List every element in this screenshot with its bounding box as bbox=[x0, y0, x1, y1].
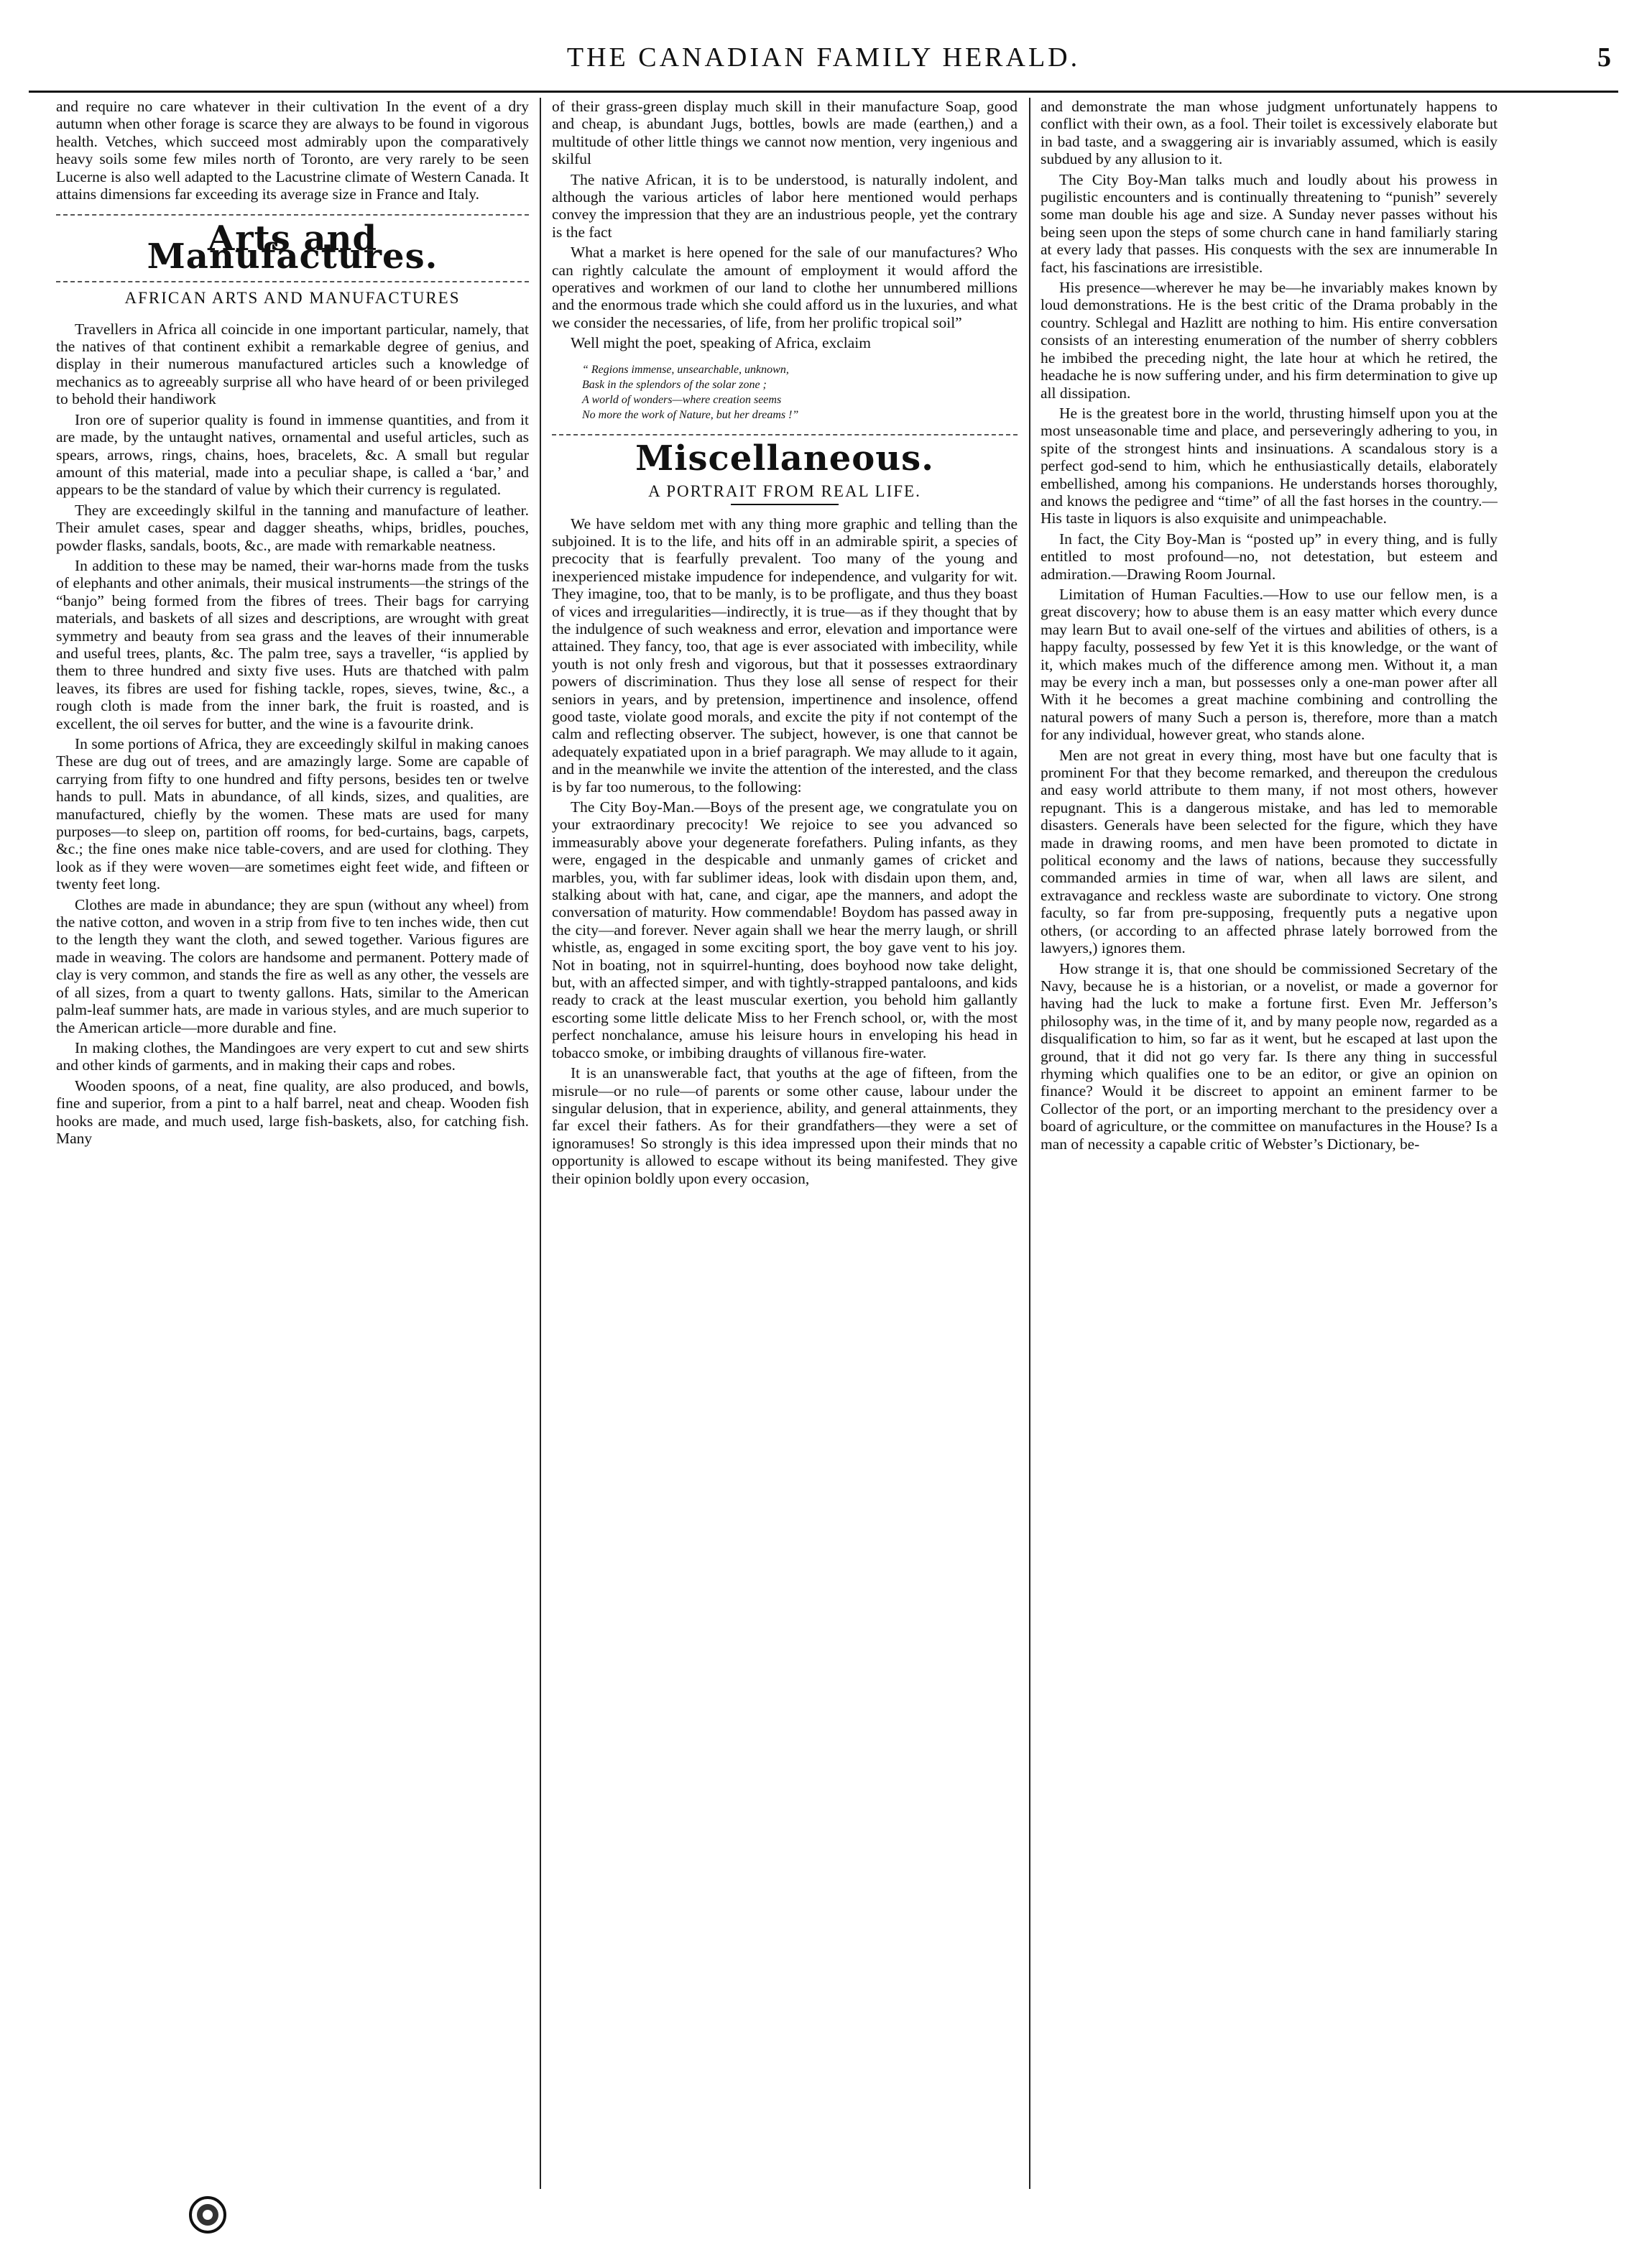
paragraph: The native African, it is to be understood, is naturally indolent, and although the various articles of labor here mentioned would perhaps convey the impression that they are an industrious people, yet the contrary is the fact bbox=[552, 170, 1018, 241]
section-divider bbox=[552, 434, 1018, 435]
paragraph: Wooden spoons, of a neat, fine quality, are also produced, and bowls, fine and superior, from a pint to a half barrel, neat and cheap. Wooden fish hooks are made, and much used, large fish-baskets, also, for catching fish. Many bbox=[56, 1077, 529, 1147]
poem-line: Bask in the splendors of the solar zone ; bbox=[582, 378, 767, 391]
paragraph: In fact, the City Boy-Man is “posted up” in every thing, and is fully entitled to most profound—no, not detestation, but esteem and admiration.—Drawing Room Journal. bbox=[1041, 530, 1498, 583]
column-1 bbox=[56, 98, 529, 2189]
paragraph: of their grass-green display much skill in their manufacture Soap, good and cheap, is abundant Jugs, bottles, bowls are made (earthen,) and a multitude of other little things we cannot now mention, very ingenious and skilful bbox=[552, 98, 1018, 168]
paragraph: Men are not great in every thing, most have but one faculty that is prominent For that they become remarked, and thereupon the credulous and easy world attribute to them many, if not most others, however repugnant. This is a dangerous mistake, and has led to memorable disasters. Generals have been selected for the figure, which they have made in drawing rooms, and men have been promoted to dictate in political economy and the laws of nations, because they successfully commanded armies in time of war, when all laws are silent, and extravagance and reckless waste are subordinate to victory. One strong faculty, so far from pre-supposing, frequently puts a negative upon others, (or according to an affected phrase lately borrowed from the lawyers,) ignores them. bbox=[1041, 746, 1498, 957]
paragraph: They are exceedingly skilful in the tanning and manufacture of leather. Their amulet cases, spear and dagger sheaths, whips, bridles, pouches, powder flasks, sandals, boots, &c., are made with remarkable neatness. bbox=[56, 501, 529, 554]
paragraph: Well might the poet, speaking of Africa, exclaim bbox=[571, 334, 871, 352]
section-heading: Miscellaneous. bbox=[635, 438, 934, 479]
poem-quote bbox=[582, 362, 1018, 423]
column-divider bbox=[540, 98, 541, 2189]
paragraph: Travellers in Africa all coincide in one important particular, namely, that the natives of that continent exhibit a remarkable degree of genius, and display in their numerous manufactured articles such a knowledge of mechanics as to agreeably surprise all who have heard of or been privileged to behold their handiwork bbox=[56, 320, 529, 408]
column-2 bbox=[552, 98, 1018, 2189]
paragraph: Limitation of Human Faculties.—How to use our fellow men, is a great discovery; how to abuse them is an easy matter which every dunce may learn But to avail one-self of the virtues and abilities of others, is a happy faculty, possessed by few Yet it is this knowledge, or the want of it, which makes much of the difference among men. Without it, a man may be every inch a man, but possesses only a one-man power after all With it he becomes a great machine combining and controlling the natural powers of many Such a person is, therefore, more than a match for any individual, however great, who stands alone. bbox=[1041, 585, 1498, 744]
page-header bbox=[29, 42, 1618, 92]
poem-line: “ Regions immense, unsearchable, unknown, bbox=[582, 363, 789, 376]
poem-line: No more the work of Nature, but her dreams !” bbox=[582, 408, 799, 421]
section-divider bbox=[56, 281, 529, 282]
section-divider bbox=[56, 214, 529, 216]
paragraph: The City Boy-Man.—Boys of the present age, we congratulate you on your extraordinary precocity! We rejoice to see you advanced so immeasurably above your degenerate forefathers. Puling infants, as they were, engaged in the despicable and unmanly games of cricket and marbles, you, with far sublimer ideas, look with disdain upon them, and, stalking about with hat, cane, and cigar, ape the manners, and adopt the conversation of maturity. How commendable! Boydom has passed away in the city—and forever. Never again shall we hear the merry laugh, or shrill whistle, as, engaged in some exciting sport, the boy gave vent to his joy. Not in boating, not in squirrel-hunting, does boyhood now take delight, but, with an affected simper, and with tightly-strapped pantaloons, and kids ready to crack at the least muscular exertion, you behold him gallantly escorting some little delicate Miss to her French school, or, with the most perfect nonchalance, amuse his leisure hours in enveloping his head in tobacco smoke, or imbibing draughts of villanous fire-water. bbox=[552, 798, 1018, 1061]
paragraph: and demonstrate the man whose judgment unfortunately happens to conflict with their own, as a fool. Their toilet is excessively elaborate but in bad taste, and a swaggering air is invariably assumed, which is easily subdued by any allusion to it. bbox=[1041, 98, 1498, 168]
paragraph: In some portions of Africa, they are exceedingly skilful in making canoes These are dug out of trees, and are amazingly large. Some are capable of carrying from fifty to one hundred and fifty persons, besides ten or twelve hands to pull. Mats in abundance, of all kinds, sizes, and qualities, are manufactured, chiefly by the women. These mats are used for many purposes—to sleep on, partition off rooms, for bed-curtains, bags, carpets, &c.; the fine ones make nice table-covers, and are used for clothing. They look as if they were woven—are sometimes eight feet wide, and fifteen or twenty feet long. bbox=[56, 735, 529, 893]
column-3 bbox=[1041, 98, 1498, 2189]
paragraph: The City Boy-Man talks much and loudly about his prowess in pugilistic encounters and is continually threatening to “punish” severely some man double his age and size. A Sunday never passes without his being seen upon the steps of some church cane in hand familiarly staring at every lady that passes. His conquests with the sex are innumerable In fact, his fascinations are irresistible. bbox=[1041, 170, 1498, 276]
paragraph: His presence—wherever he may be—he invariably makes known by loud demonstrations. He is the best critic of the Drama probably in the country. Schlegal and Hazlitt are nothing to him. His entire conversation consists of an interesting enumeration of the number of sherry cobblers he imbibed the preceding night, the late hour at which he retired, the headache he is now suffering under, and his firm determination to give up all dissipation. bbox=[1041, 279, 1498, 402]
article-heading: AFRICAN ARTS AND MANUFACTURES bbox=[124, 289, 461, 308]
header-rule bbox=[29, 91, 1618, 93]
paragraph: What a market is here opened for the sale of our manufactures? Who can rightly calculate the amount of employment it would afford the operatives and workmen of our land to clothe her unnumbered millions and the enormous trade which she could afford us in the luxuries, and what we consider the necessaries, of life, from her prolific tropical soil” bbox=[552, 244, 1018, 331]
paragraph: In making clothes, the Mandingoes are very expert to cut and sew shirts and other kinds of garments, and in making their caps and robes. bbox=[56, 1038, 529, 1074]
article-heading: A PORTRAIT FROM REAL LIFE. bbox=[648, 482, 921, 501]
paragraph: In addition to these may be named, their war-horns made from the tusks of elephants and other animals, their musical instruments—the strings of the “banjo” being formed from the fibres of trees. Their bags for carrying materials, and baskets of all sizes and descriptions, are wrought with great symmetry and beauty from sea grass and the leaves of their innumerable and useful trees, plants, &c. The palm tree, says a traveller, “is applied by them to three hundred and sixty five uses. Huts are thatched with palm leaves, its fibres are used for fishing tackle, ropes, sieves, twine, &c., a rough cloth is made from the inner bark, the fruit is roasted, and is excellent, the oil serves for butter, and the wine is a favourite drink. bbox=[56, 556, 529, 732]
paragraph: Clothes are made in abundance; they are spun (without any wheel) from the native cotton, and woven in a strip from five to ten inches wide, then cut to the length they want the cloth, and sewed together. Various figures are made in weaving. The colors are handsome and permanent. Pottery made of clay is very common, and stands the fire as well as any other, the vessels are of all sizes, from a quart to twenty gallons. Hats, similar to the American palm-leaf summer hats, are made in various styles, and are much superior to the American article—more durable and fine. bbox=[56, 895, 529, 1036]
paragraph: and require no care whatever in their cultivation In the event of a dry autumn when other forage is scarce they are always to be found in vigorous health. Vetches, which succeed most admirably upon the comparatively heavy soils some few miles north of Toronto, are very rarely to be seen Lucerne is also well adapted to the Lacustrine climate of Western Canada. It attains dimensions far exceeding its average size in France and Italy. bbox=[56, 98, 529, 203]
column-divider bbox=[1029, 98, 1030, 2189]
paragraph: Iron ore of superior quality is found in immense quantities, and from it are made, by the untaught natives, ornamental and useful articles, such as spears, arrows, rings, chains, hoes, bracelets, &c. A small but regular amount of this material, made into a peculiar shape, is called a ‘bar,’ and appears to be the standard of value by which their currency is regulated. bbox=[56, 410, 529, 499]
paragraph: It is an unanswerable fact, that youths at the age of fifteen, from the misrule—or no rule—of parents or some other cause, labour under the singular delusion, that in experience, ability, and general attainments, they far excel their fathers. As for their grandfathers—they were a set of ignoramuses! So strongly is this idea impressed upon their minds that no opportunity is allowed to escape without its being manifested. They give their opinion boldly upon every occasion, bbox=[552, 1064, 1018, 1187]
paragraph: How strange it is, that one should be commissioned Secretary of the Navy, because he is a historian, or a novelist, or made a governor for having had the luck to make a fortune first. Even Mr. Jefferson’s philosophy was, in the time of it, and by many people now, regarded as a disqualification to him, so far as it went, but he escaped at last upon the ground, that it did not go very far. Is there any thing in successful rhyming which qualifies one to be an editor, or give an opinion on finance? Would it be discreet to appoint an eminent farmer to be Collector of the port, or an importing merchant to the presidency over a board of agriculture, or the committee on manufactures in the House? Is a man of necessity a capable critic of Webster’s Dictionary, be- bbox=[1041, 959, 1498, 1153]
page-number: 5 bbox=[1597, 42, 1611, 73]
section-heading: Arts and Manufactures. bbox=[147, 218, 438, 277]
masthead: THE CANADIAN FAMILY HERALD. bbox=[566, 42, 1081, 73]
poem-line: A world of wonders—where creation seems bbox=[582, 393, 782, 406]
paragraph: We have seldom met with any thing more graphic and telling than the subjoined. It is to the life, and hits off in an admirable spirit, a species of precocity that is fearfully prevalent. Too many of the young and inexperienced mistake impudence for independence, and vulgarity for wit. They imagine, too, that to be manly, is to be profligate, and thus they boast of vices and irregularities—indirectly, it is true—as if they thought that by the indulgence of such weakness and error, elevation and importance were attained. They fancy, too, that age is ever associated with imbecility, while youth is not only fresh and vigorous, but that it possesses extraordinary powers of discrimination. Thus they lose all sense of respect for their seniors in years, and by pretension, impertinence and insolence, offend good taste, violate good morals, and excite the pity if not contempt of the calm and reflecting observer. The subject, however, is one that cannot be adequately expatiated upon in a brief paragraph. We may allude to it again, and in the meanwhile we invite the attention of the interested, and the class is by far too numerous, to the following: bbox=[552, 515, 1018, 796]
library-stamp-icon bbox=[188, 2195, 227, 2234]
paragraph: He is the greatest bore in the world, thrusting himself upon you at the most unseasonable time and place, and perseveringly adhering to you, in spite of the strongest hints and insinuations. A scandalous story is a perfect god-send to him, which he enthusiastically details, elaborately embellished, among his companions. He understands horses thoroughly, and knows the pedigree and “time” of all the fast horses in the country.—His taste in liquors is also exquisite and unimpeachable. bbox=[1041, 404, 1498, 527]
title-rule bbox=[731, 504, 839, 505]
